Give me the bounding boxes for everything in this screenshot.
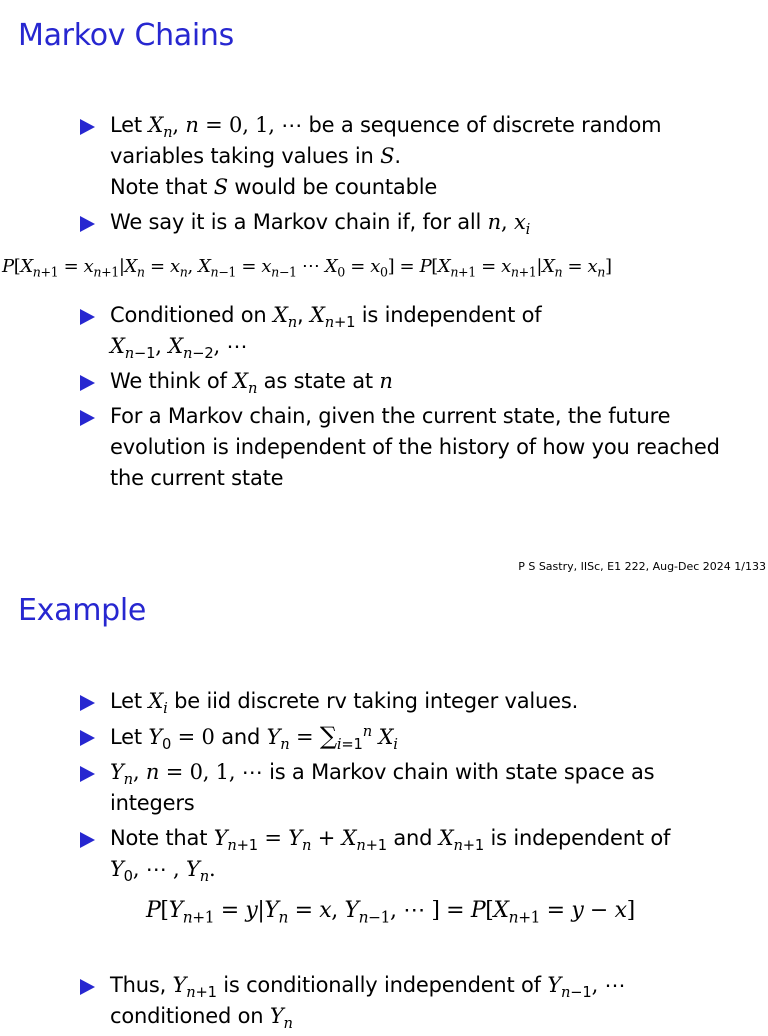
- bullet-list: [0, 110, 768, 242]
- bullet-item: For a Markov chain, given the current state, the future evolution is independent of the history of how you reached the current state: [0, 401, 768, 494]
- bullet-item: Note that $Y_{n+1} = Y_n + X_{n+1}$ and $X_{n+1}$ is independent of $Y_0$, ⋯ , $Y_n$.: [0, 823, 768, 885]
- bullet-item: Let $X_i$ be iid discrete rv taking integer values.: [0, 686, 768, 717]
- bullet-list: [0, 970, 768, 1036]
- bullet-list: [0, 300, 768, 498]
- bullet-item: Thus, $Y_{n+1}$ is conditionally independent of $Y_{n-1}$, ⋯ conditioned on $Y_n$: [0, 970, 768, 1032]
- bullet-item: Conditioned on $X_n$, $X_{n+1}$ is independent of $X_{n-1}$, $X_{n-2}$, ⋯: [0, 300, 768, 362]
- bullet-item: $Y_n$, n = 0, 1, ⋯ is a Markov chain with state space as integers: [0, 757, 768, 819]
- triangle-bullet-icon: [80, 730, 95, 746]
- slide-title: Example: [18, 593, 147, 628]
- triangle-bullet-icon: [80, 410, 95, 426]
- triangle-bullet-icon: [80, 309, 95, 325]
- triangle-bullet-icon: [80, 119, 95, 135]
- triangle-bullet-icon: [80, 695, 95, 711]
- markov-property-equation: $P[X_{n+1} = x_{n+1}|X_n = x_n$, $X_{n-1} = x_{n-1}$ ⋯ $X_0 = x_0] = P[X_{n+1} = x_{n+1}|X_n = x_n]$: [2, 256, 612, 280]
- bullet-item: Let $X_n$, n = 0, 1, ⋯ be a sequence of discrete random variables taking values in S. Note that S would be countable: [0, 110, 768, 203]
- slide-title: Markov Chains: [18, 18, 234, 53]
- slide-example: [0, 578, 768, 1033]
- bullet-item: We think of $X_n$ as state at n: [0, 366, 768, 397]
- slide-footer: P S Sastry, IISc, E1 222, Aug-Dec 2024 1/133: [518, 560, 766, 573]
- bullet-item: Let $Y_0 = 0$ and $Y_n = \sum_{i=1}^n$ $X_i$: [0, 721, 768, 753]
- bullet-list: [0, 686, 768, 889]
- triangle-bullet-icon: [80, 766, 95, 782]
- bullet-item: We say it is a Markov chain if, for all n, $x_i$: [0, 207, 768, 238]
- triangle-bullet-icon: [80, 979, 95, 995]
- triangle-bullet-icon: [80, 832, 95, 848]
- triangle-bullet-icon: [80, 375, 95, 391]
- triangle-bullet-icon: [80, 216, 95, 232]
- transition-equation: $P[Y_{n+1} = y|Y_n = x$, $Y_{n-1}$, ⋯ ] = $P[X_{n+1} = y - x]$: [146, 898, 635, 927]
